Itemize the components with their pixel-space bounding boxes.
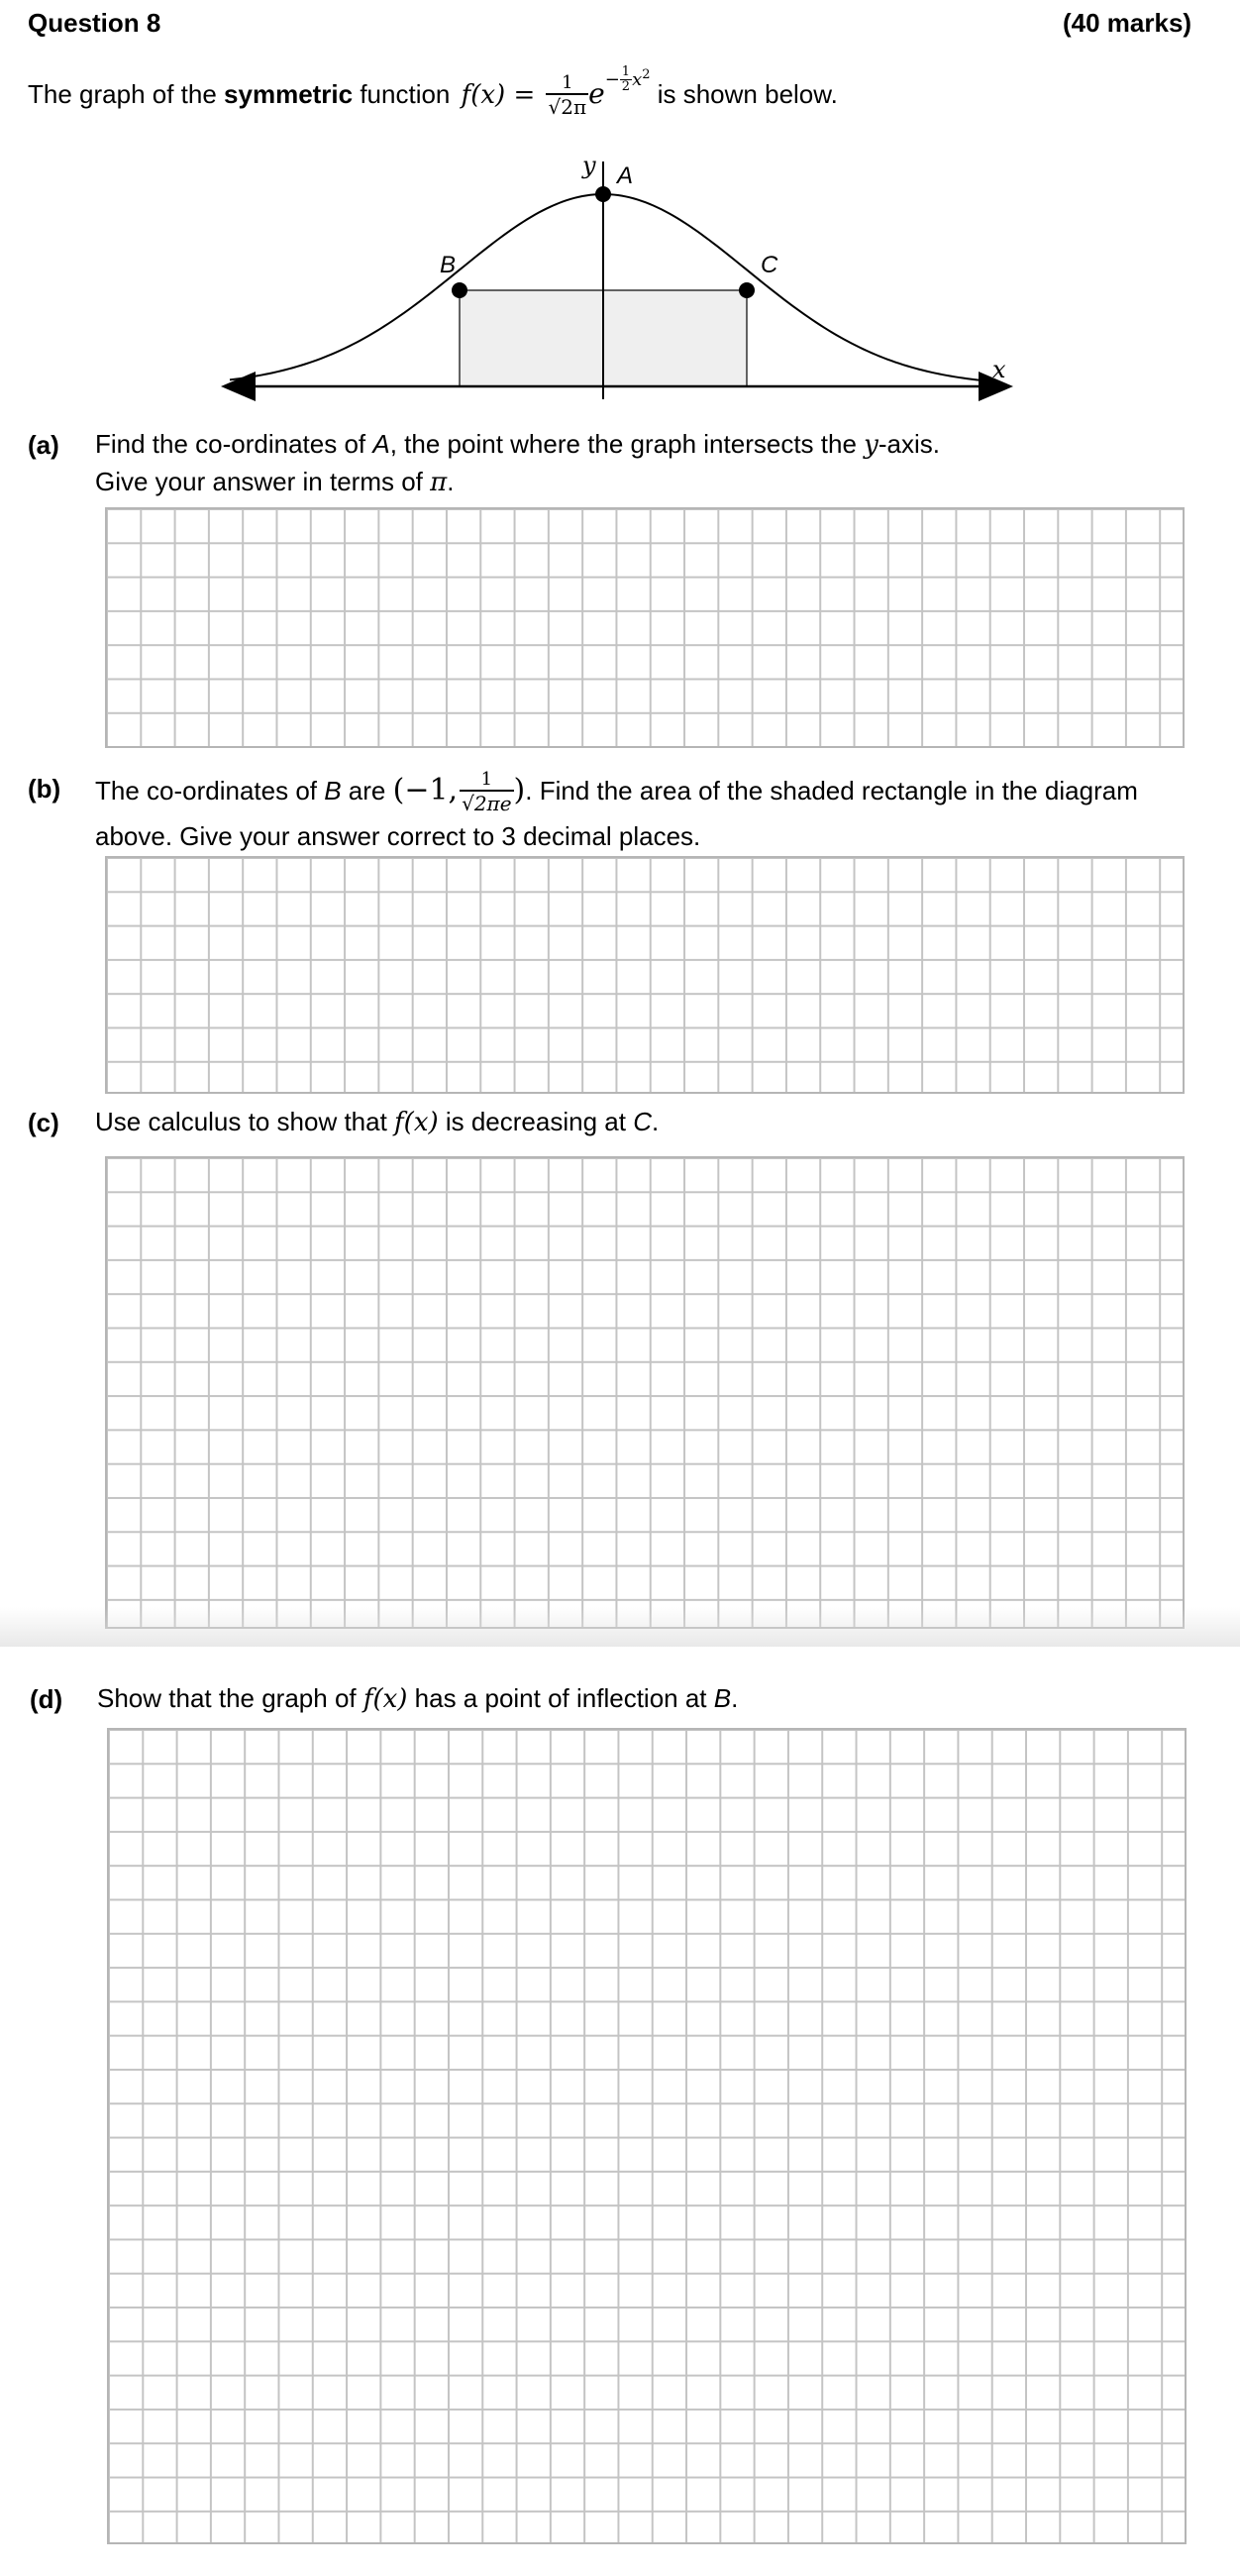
page-break-shadow — [0, 1607, 1240, 1647]
point-c-label: C — [761, 252, 778, 278]
point-c-dot — [739, 282, 755, 298]
part-a-label: (a) — [28, 430, 59, 460]
part-a-line1: Find the co-ordinates of A, the point where the graph intersects the y-axis. — [95, 429, 940, 460]
part-b-line2: above. Give your answer correct to 3 decimal places. — [95, 821, 701, 851]
part-b-label: (b) — [28, 774, 61, 804]
answer-grid-b[interactable] — [105, 856, 1185, 1094]
function-fraction: $\frac{1}{√2\pi}$ — [548, 72, 587, 119]
part-d-text: Show that the graph of f(x) has a point of inflection at B. — [97, 1683, 739, 1714]
answer-grid-d[interactable] — [107, 1728, 1187, 2544]
exponent: − 1 2 x2 — [604, 64, 651, 95]
exp-base: e — [588, 76, 605, 110]
bell-curve-graph — [198, 144, 1050, 411]
intro-text: The graph of the symmetric function f(x) = $\frac{1}{√2\pi}$ $e^{- \frac{1}{2} x^2}$ is shown below. — [28, 64, 838, 119]
x-axis-label: x — [992, 356, 1006, 383]
answer-grid-c[interactable] — [105, 1156, 1185, 1629]
answer-grid-a[interactable] — [105, 507, 1185, 748]
function-lhs: f(x) = — [461, 79, 536, 110]
part-b-line1: The co-ordinates of B are (−1, $\frac{1}{√2\pi e}$ ). Find the area of the shaded rectangle in the diagram — [95, 769, 1138, 815]
marks-label: (40 marks) — [1063, 8, 1192, 38]
point-b-label: B — [440, 252, 457, 278]
question-title: Question 8 — [28, 8, 161, 38]
part-c-text: Use calculus to show that f(x) is decreasing at C. — [95, 1107, 660, 1137]
y-axis-label: y — [582, 152, 596, 179]
point-b-dot — [452, 282, 467, 298]
point-a-dot — [595, 186, 611, 202]
part-c-label: (c) — [28, 1108, 59, 1137]
part-a-line2: Give your answer in terms of π. — [95, 467, 455, 497]
part-d-label: (d) — [30, 1684, 63, 1714]
intro-bold-word: symmetric — [224, 78, 354, 109]
point-a-label: A — [617, 162, 634, 189]
